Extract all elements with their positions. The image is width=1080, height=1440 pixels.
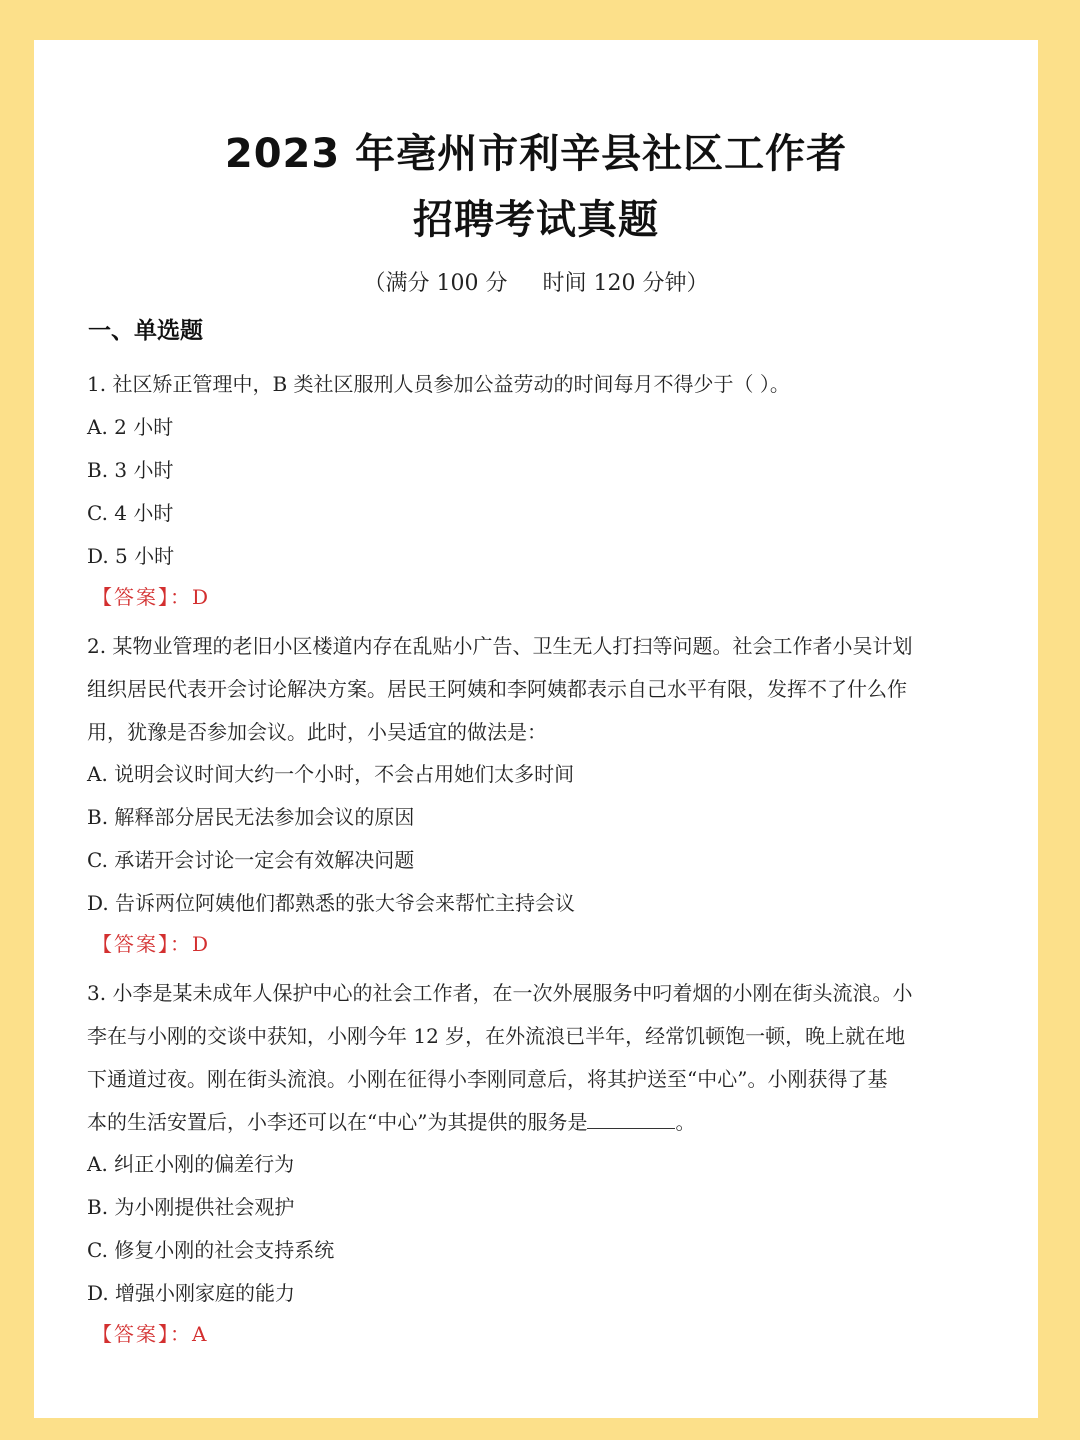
question-1-option-d: D. 5 小时: [87, 544, 175, 568]
question-3-option-b: B. 为小刚提供社会观护: [87, 1195, 295, 1219]
question-3-stem-text: 本的生活安置后，小李还可以在“中心”为其提供的服务是: [87, 1110, 588, 1134]
section-heading: 一、单选题: [88, 317, 203, 344]
question-3-stem-end: 。: [675, 1110, 696, 1134]
question-3-stem-line-2: 李在与小刚的交谈中获知，小刚今年 12 岁，在外流浪已半年，经常饥顿饱一顿，晚上就在地: [87, 1024, 906, 1048]
question-3-answer: 【答案】：A: [92, 1322, 209, 1346]
page-title: 2023 年亳州市利辛县社区工作者: [224, 131, 848, 177]
question-2-stem-line-2: 组织居民代表开会讨论解决方案。居民王阿姨和李阿姨都表示自己水平有限，发挥不了什么作: [87, 677, 907, 701]
question-1-answer: 【答案】：D: [92, 585, 211, 609]
question-2-option-d: D. 告诉两位阿姨他们都熟悉的张大爷会来帮忙主持会议: [87, 891, 576, 915]
question-3-stem-line-4: [87, 1108, 987, 1136]
question-3-option-d: D. 增强小刚家庭的能力: [87, 1281, 296, 1305]
question-2-option-c: C. 承诺开会讨论一定会有效解决问题: [87, 848, 415, 872]
question-1-option-a: A. 2 小时: [87, 415, 174, 439]
exam-info: （满分 100 分 时间 120 分钟）: [363, 271, 709, 296]
question-3-option-c: C. 修复小刚的社会支持系统: [87, 1238, 335, 1262]
question-3-option-a: A. 纠正小刚的偏差行为: [87, 1152, 295, 1176]
question-2-stem-line-3: 用，犹豫是否参加会议。此时，小吴适宜的做法是：: [87, 720, 547, 744]
question-2-option-b: B. 解释部分居民无法参加会议的原因: [87, 805, 415, 829]
question-2-option-a: A. 说明会议时间大约一个小时，不会占用她们太多时间: [87, 762, 575, 786]
question-1-option-c: C. 4 小时: [87, 501, 174, 525]
question-2-answer: 【答案】：D: [92, 932, 211, 956]
page-title-line-2: 招聘考试真题: [413, 197, 659, 243]
question-1-option-b: B. 3 小时: [87, 458, 174, 482]
question-1-stem: 1. 社区矫正管理中，B 类社区服刑人员参加公益劳动的时间每月不得少于（ ）。: [87, 372, 790, 396]
answer-blank: [587, 1108, 675, 1129]
question-2-stem-line-1: 2. 某物业管理的老旧小区楼道内存在乱贴小广告、卫生无人打扫等问题。社会工作者小吴计划: [87, 634, 913, 658]
exam-paper: [34, 40, 1038, 1418]
question-3-stem-line-3: 下通道过夜。刚在街头流浪。小刚在征得小李刚同意后，将其护送至“中心”。小刚获得了基: [87, 1067, 888, 1091]
question-3-stem-line-1: 3. 小李是某未成年人保护中心的社会工作者，在一次外展服务中叼着烟的小刚在街头流浪。小: [87, 981, 913, 1005]
